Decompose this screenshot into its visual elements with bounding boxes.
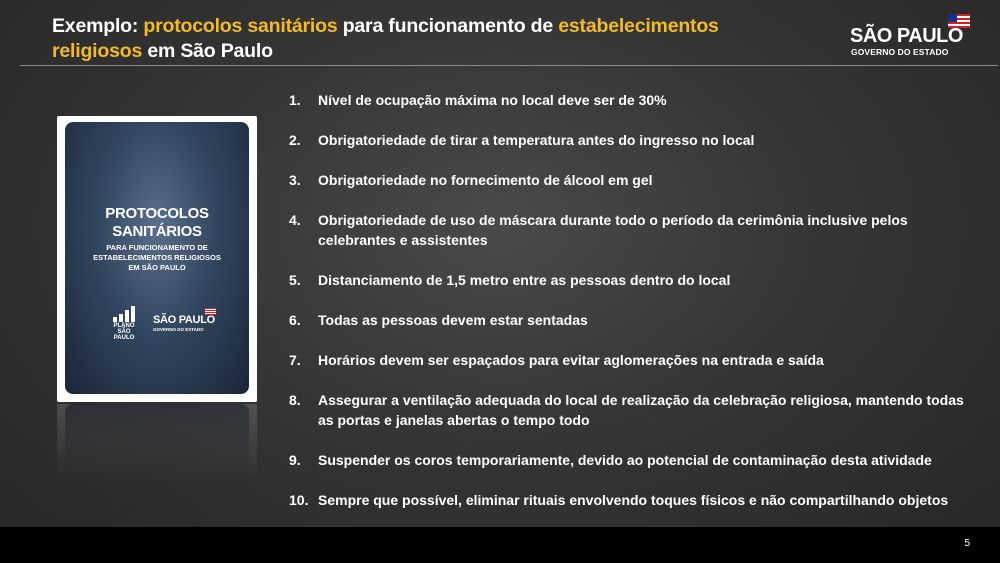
list-item-number: 2.: [289, 132, 301, 148]
list-item: [289, 390, 969, 430]
list-item-number: 1.: [289, 92, 301, 108]
booklet-subtitle: [65, 243, 249, 273]
list-item-text: Obrigatoriedade no fornecimento de álcool em gel: [318, 172, 653, 188]
title-divider: [20, 65, 998, 66]
list-item-text: Nível de ocupação máxima no local deve ser de 30%: [318, 92, 667, 108]
list-item-text: Suspender os coros temporariamente, devido ao potencial de contaminação desta atividade: [318, 452, 932, 468]
list-item: [289, 210, 969, 250]
list-item-text: Horários devem ser espaçados para evitar aglomerações na entrada e saída: [318, 352, 824, 368]
list-item-number: 6.: [289, 312, 301, 328]
list-item: [289, 90, 969, 110]
title-part: em São Paulo: [142, 40, 273, 62]
booklet-government-logo: [153, 308, 223, 334]
booklet-subtitle-line: EM SÃO PAULO: [128, 263, 186, 272]
list-item: [289, 310, 969, 330]
reflection-cover: [65, 404, 249, 514]
list-item-number: 3.: [289, 172, 301, 188]
page-number: 5: [964, 538, 970, 549]
sao-paulo-government-logo: [850, 14, 970, 58]
booklet-title: [65, 205, 249, 241]
list-item-text: Distanciamento de 1,5 metro entre as pessoas dentro do local: [318, 272, 731, 288]
list-item-number: 10.: [289, 492, 309, 508]
slide-title: [52, 14, 812, 64]
list-item-text: Sempre que possível, eliminar rituais envolvendo toques físicos e não compartilhando objetos: [318, 492, 949, 508]
list-item-text: Obrigatoriedade de uso de máscara durante todo o período da cerimônia inclusive pelos celebrantes e assistentes: [318, 212, 908, 248]
booklet-subtitle-line: ESTABELECIMENTOS RELIGIOSOS: [93, 253, 221, 262]
list-item: [289, 270, 969, 290]
list-item-text: Obrigatoriedade de tirar a temperatura antes do ingresso no local: [318, 132, 755, 148]
list-item: [289, 130, 969, 150]
title-part: para funcionamento de: [337, 15, 559, 37]
booklet-cover: [65, 122, 249, 394]
plano-sp-logo: [109, 306, 139, 341]
list-item: [289, 490, 969, 510]
logo-sub-text: GOVERNO DO ESTADO: [851, 47, 949, 57]
booklet-image: [57, 116, 257, 402]
list-item: [289, 350, 969, 370]
list-item-number: 8.: [289, 392, 301, 408]
booklet-reflection: [57, 404, 257, 514]
booklet-title-line: PROTOCOLOS: [105, 205, 209, 222]
list-item: [289, 450, 969, 470]
protocol-list: [289, 90, 969, 530]
list-item-text: Todas as pessoas devem estar sentadas: [318, 312, 588, 328]
booklet-logo-sub: GOVERNO DO ESTADO: [153, 327, 204, 332]
list-item-number: 4.: [289, 212, 301, 228]
list-item-number: 9.: [289, 452, 301, 468]
list-item-text: Assegurar a ventilação adequada do local de realização da celebração religiosa, mantendo todas as portas e janelas abertas o tempo todo: [318, 392, 964, 428]
bar-chart-icon: [113, 306, 135, 322]
booklet-subtitle-line: PARA FUNCIONAMENTO DE: [106, 243, 208, 252]
title-highlight: estabelecimentos religiosos: [52, 15, 719, 62]
list-item: [289, 170, 969, 190]
title-highlight: protocolos sanitários: [143, 15, 338, 37]
booklet-title-line: SANITÁRIOS: [112, 223, 202, 240]
footer-bar: [0, 527, 1000, 563]
plano-line: SÃO PAULO: [113, 329, 135, 341]
plano-text: [109, 323, 139, 341]
booklet-logo-main: SÃO PAULO: [153, 314, 215, 326]
title-part: Exemplo:: [52, 15, 144, 37]
list-item-number: 7.: [289, 352, 301, 368]
logo-main-text: SÃO PAULO: [850, 25, 963, 47]
plano-line: PLANO: [113, 323, 135, 329]
list-item-number: 5.: [289, 272, 301, 288]
